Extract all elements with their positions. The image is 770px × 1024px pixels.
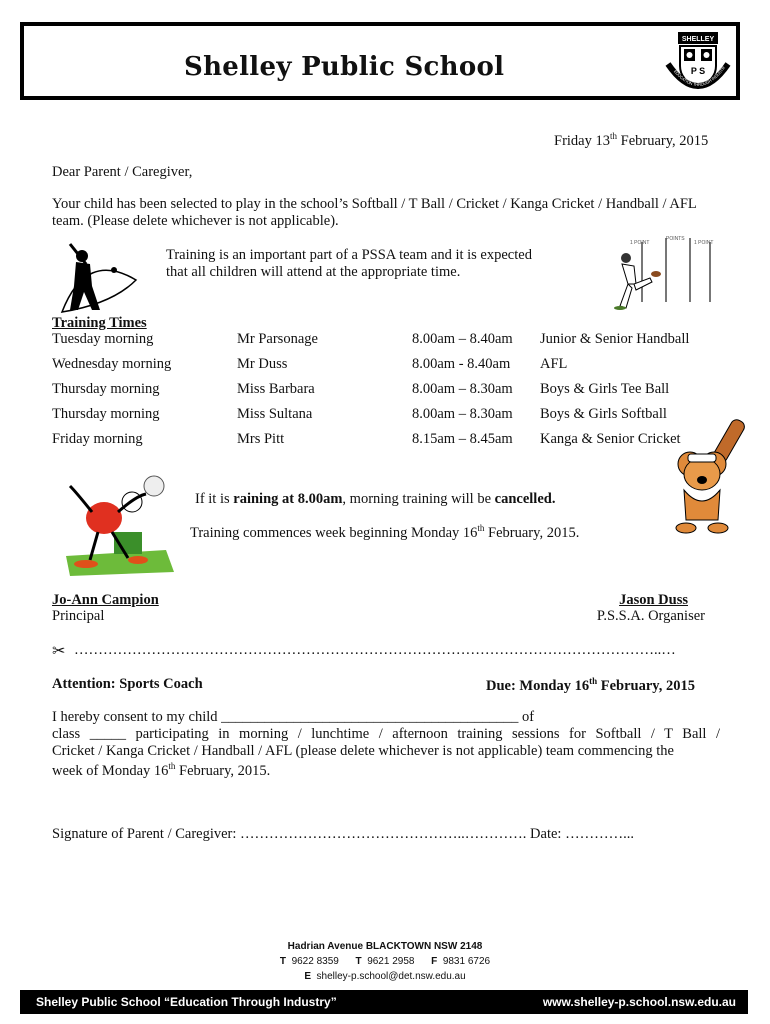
attention-heading: Attention: Sports Coach [52,676,203,692]
svg-text:SHELLEY: SHELLEY [681,36,715,43]
schedule-teacher: Mr Parsonage [237,331,318,347]
letter-date: Friday 13th February, 2015 [554,131,709,149]
footer-motto: Shelley Public School “Education Through Industry” [36,995,337,1009]
training-note-line1: Training is an important part of a PSSA team and it is expected [166,247,532,263]
schedule-row [52,381,740,406]
school-crest-logo [664,30,732,96]
afl-kick-clipart [606,232,718,312]
training-times-heading: Training Times [52,315,147,331]
schedule-teacher: Miss Barbara [237,381,315,397]
softball-batter-clipart [56,240,140,314]
training-schedule-table [52,331,740,456]
consent-line-3: Cricket / Kanga Cricket / Handball / AFL (please delete whichever is not applicable) team commencing the [52,743,674,759]
schedule-day: Friday morning [52,431,143,447]
schedule-time: 8.00am – 8.30am [412,381,513,397]
scissors-icon: ✂ [52,643,66,660]
training-note-line2: that all children will attend at the appropriate time. [166,264,461,280]
salutation: Dear Parent / Caregiver, [52,164,193,180]
schedule-time: 8.00am – 8.30am [412,406,513,422]
schedule-day: Thursday morning [52,406,160,422]
schedule-row [52,356,740,381]
cut-line: …………………………………………………………………………………………………………..… [74,642,676,658]
schedule-team: Boys & Girls Softball [540,406,667,422]
principal-role: Principal [52,608,105,624]
consent-line-1: I hereby consent to my child _________________________________________ of [52,709,535,725]
svg-text:POINTS: POINTS [666,236,685,242]
schedule-row [52,406,740,431]
schedule-team: AFL [540,356,568,372]
principal-name: Jo-Ann Campion [52,592,159,608]
schedule-teacher: Mr Duss [237,356,288,372]
school-address: Hadrian Avenue BLACKTOWN NSW 2148 [287,941,483,952]
schedule-team: Junior & Senior Handball [540,331,690,347]
svg-text:EDUCATION THROUGH INDUSTRY: EDUCATION THROUGH INDUSTR [672,65,726,88]
koala-cricketer-clipart [656,416,756,536]
schedule-teacher: Miss Sultana [237,406,313,422]
rain-cancellation-note: If it is raining at 8.00am, morning training will be cancelled. [195,491,556,507]
svg-text:P S: P S [690,66,706,76]
schedule-row [52,331,740,356]
intro-paragraph: Your child has been selected to play in the school’s Softball / T Ball / Cricket / Kanga Cricket / Handball / AFL team. (Please delete whichever is not applicable). [52,196,697,229]
schedule-teacher: Mrs Pitt [237,431,285,447]
signature-line: Signature of Parent / Caregiver: ………………………………………..…………. Date: …………... [52,826,634,842]
training-commences-note: Training commences week beginning Monday 16th February, 2015. [190,523,580,541]
schedule-team: Boys & Girls Tee Ball [540,381,670,397]
due-date: Due: Monday 16th February, 2015 [486,676,696,694]
schedule-day: Thursday morning [52,381,160,397]
schedule-day: Tuesday morning [52,331,154,347]
svg-text:1 POINT: 1 POINT [694,240,714,246]
email-link[interactable]: shelley-p.school@det.nsw.edu.au [316,971,466,982]
consent-line-4: week of Monday 16th February, 2015. [52,761,271,779]
website-link[interactable]: www.shelley-p.school.nsw.edu.au [542,995,736,1009]
phone-fax-line: T 9622 8359 T 9621 2958 F 9831 6726 [279,956,491,967]
consent-line-2: class _____ participating in morning / lunchtime / afternoon training sessions for Softball / T Ball / [52,726,720,742]
schedule-row [52,431,740,456]
schedule-time: 8.00am – 8.40am [412,331,513,347]
tee-ball-player-clipart [62,472,182,580]
school-name: Shelley Public School [184,52,505,82]
schedule-team: Kanga & Senior Cricket [540,431,681,447]
email-line: E shelley-p.school@det.nsw.edu.au [304,971,466,982]
schedule-time: 8.00am - 8.40am [412,356,511,372]
schedule-day: Wednesday morning [52,356,172,372]
schedule-time: 8.15am – 8.45am [412,431,513,447]
svg-text:1 POINT: 1 POINT [630,240,650,246]
footer-bar [20,990,748,1014]
letterhead-box [20,22,740,100]
organiser-role: P.S.S.A. Organiser [596,608,705,624]
organiser-name: Jason Duss [619,592,688,608]
